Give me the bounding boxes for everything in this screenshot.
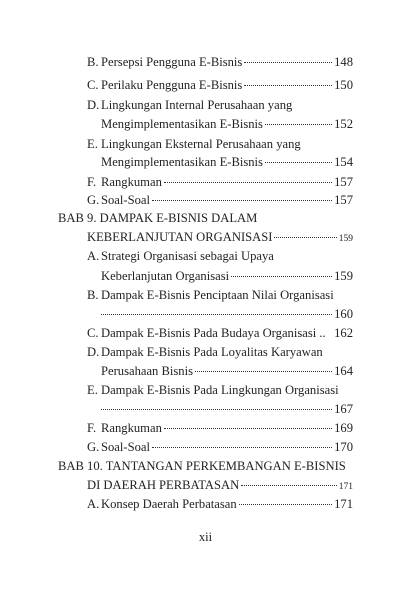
toc-entry xyxy=(87,174,353,190)
toc-entry-continuation xyxy=(101,363,353,379)
dot-leader xyxy=(239,504,332,505)
toc-entry-title: Dampak E-Bisnis Penciptaan Nilai Organisasi xyxy=(101,288,334,302)
toc-entry-letter: E. xyxy=(87,137,98,151)
toc-entry-page: 152 xyxy=(334,117,353,131)
toc-entry-title: Dampak E-Bisnis Pada Budaya Organisasi .. xyxy=(101,326,326,340)
toc-entry xyxy=(87,54,353,70)
toc-entry xyxy=(87,439,353,455)
dot-leader xyxy=(195,371,332,372)
chapter-heading xyxy=(58,458,353,474)
toc-entry-title: Rangkuman xyxy=(101,175,162,189)
toc-entry xyxy=(87,97,353,113)
toc-entry-title: Dampak E-Bisnis Pada Loyalitas Karyawan xyxy=(101,345,323,359)
toc-entry-title-cont: Keberlanjutan Organisasi xyxy=(101,269,230,283)
toc-entry xyxy=(87,420,353,436)
toc-entry xyxy=(87,382,353,398)
toc-entry-continuation xyxy=(101,401,353,417)
toc-entry-page: 157 xyxy=(334,175,353,189)
toc-entry-continuation xyxy=(101,306,353,322)
toc-entry-title: Strategi Organisasi sebagai Upaya xyxy=(101,249,274,263)
toc-entry-letter: C. xyxy=(87,78,99,92)
toc-entry-title: Dampak E-Bisnis Pada Lingkungan Organisasi xyxy=(101,383,339,397)
toc-entry-letter: A. xyxy=(87,249,100,263)
toc-entry-letter: F. xyxy=(87,421,97,435)
page-number: xii xyxy=(198,530,213,544)
toc-entry-page: 159 xyxy=(334,269,353,283)
toc-entry-letter: D. xyxy=(87,345,100,359)
toc-entry xyxy=(87,496,353,512)
toc-entry-title: Lingkungan Eksternal Perusahaan yang xyxy=(101,137,301,151)
toc-entry-continuation xyxy=(101,154,353,170)
dot-leader xyxy=(244,85,332,86)
dot-leader xyxy=(241,485,337,486)
toc-entry xyxy=(87,77,353,93)
chapter-heading-continuation xyxy=(87,477,353,495)
dot-leader xyxy=(244,62,332,63)
toc-entry-page: 164 xyxy=(334,364,353,378)
toc-entry-page: 162 xyxy=(334,326,353,340)
toc-entry-continuation xyxy=(101,116,353,132)
toc-entry-letter: B. xyxy=(87,288,99,302)
chapter-page: 159 xyxy=(338,234,353,244)
toc-entry-letter: A. xyxy=(87,497,100,511)
toc-entry-title: Soal-Soal xyxy=(101,193,150,207)
chapter-title-cont: KEBERLANJUTAN ORGANISASI xyxy=(87,230,273,244)
toc-entry-title-cont: Mengimplementasikan E-Bisnis xyxy=(101,155,263,169)
toc-entry xyxy=(87,248,353,264)
toc-entry-page: 160 xyxy=(334,307,353,321)
toc-entry-page: 154 xyxy=(334,155,353,169)
dot-leader xyxy=(101,314,332,315)
toc-entry xyxy=(87,287,353,303)
chapter-title: BAB 9. DAMPAK E-BISNIS DALAM xyxy=(58,211,258,225)
toc-entry-title: Soal-Soal xyxy=(101,440,150,454)
chapter-page: 171 xyxy=(338,482,353,492)
toc-entry-letter: G. xyxy=(87,440,100,454)
dot-leader xyxy=(164,428,332,429)
toc-entry-title-cont: Perusahaan Bisnis xyxy=(101,364,193,378)
dot-leader xyxy=(265,162,332,163)
toc-entry xyxy=(87,136,353,152)
toc-entry xyxy=(87,344,353,360)
chapter-title-cont: DI DAERAH PERBATASAN xyxy=(87,478,240,492)
dot-leader xyxy=(101,409,332,410)
dot-leader xyxy=(274,237,336,238)
toc-entry-continuation xyxy=(101,268,353,284)
toc-entry-title-cont: Mengimplementasikan E-Bisnis xyxy=(101,117,263,131)
toc-entry-page: 169 xyxy=(334,421,353,435)
toc-entry-page: 148 xyxy=(334,55,353,69)
toc-entry-title: Lingkungan Internal Perusahaan yang xyxy=(101,98,293,112)
dot-leader xyxy=(231,276,332,277)
toc-entry xyxy=(87,325,353,341)
toc-entry-letter: E. xyxy=(87,383,98,397)
chapter-heading xyxy=(58,210,353,226)
toc-entry-letter: F. xyxy=(87,175,97,189)
toc-entry-letter: G. xyxy=(87,193,100,207)
dot-leader xyxy=(152,447,332,448)
toc-entry xyxy=(87,192,353,208)
toc-entry-page: 167 xyxy=(334,402,353,416)
toc-entry-title: Rangkuman xyxy=(101,421,162,435)
chapter-title: BAB 10. TANTANGAN PERKEMBANGAN E-BISNIS xyxy=(58,459,346,473)
toc-entry-page: 170 xyxy=(334,440,353,454)
dot-leader xyxy=(164,182,332,183)
dot-leader xyxy=(152,200,332,201)
toc-entry-page: 171 xyxy=(334,497,353,511)
toc-entry-title: Persepsi Pengguna E-Bisnis xyxy=(101,55,243,69)
toc-entry-letter: C. xyxy=(87,326,99,340)
dot-leader xyxy=(265,124,332,125)
toc-entry-letter: B. xyxy=(87,55,99,69)
toc-entry-page: 150 xyxy=(334,78,353,92)
toc-entry-page: 157 xyxy=(334,193,353,207)
chapter-heading-continuation xyxy=(87,229,353,247)
toc-entry-title: Konsep Daerah Perbatasan xyxy=(101,497,237,511)
toc-entry-letter: D. xyxy=(87,98,100,112)
toc-entry-title: Perilaku Pengguna E-Bisnis xyxy=(101,78,243,92)
